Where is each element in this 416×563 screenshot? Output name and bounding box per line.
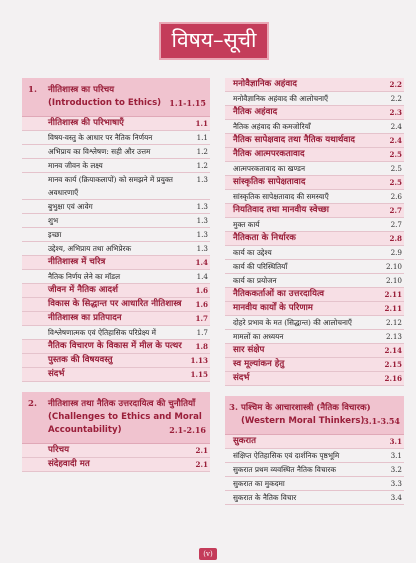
- chapter-2-entries-continued: [225, 78, 404, 386]
- toc-entry-title: विषय-वस्तु के आधार पर नैतिक निर्णयन: [48, 133, 153, 142]
- toc-entry: [225, 148, 404, 162]
- toc-entry-page: 3.3: [390, 479, 402, 488]
- toc-entry-title: नैतिक अहंवाद: [233, 107, 278, 117]
- toc-entry-title: नैतिककर्ताओं का उत्तरदायित्व: [233, 289, 325, 299]
- page-number: (v): [199, 548, 217, 560]
- chapter-number: 1.: [28, 85, 37, 95]
- toc-entry-title: नैतिकता के निर्धारक: [233, 233, 296, 243]
- chapter-3-entries: [225, 435, 404, 505]
- toc-entry: [225, 176, 404, 190]
- toc-entry: [22, 256, 210, 270]
- toc-entry-title: दोहरे प्रभाव के मत (सिद्धान्त) की आलोचनाएँ: [233, 318, 352, 327]
- toc-entry-title: नियतिवाद तथा मानवीय स्वेच्छा: [233, 205, 329, 215]
- toc-entry: [225, 344, 404, 358]
- toc-entry-page: 1.7: [196, 328, 208, 337]
- toc-entry-page: 2.15: [384, 360, 402, 369]
- toc-entry-title: मानव जीवन के लक्ष्य: [48, 161, 103, 170]
- toc-entry-page: 3.2: [390, 465, 402, 474]
- toc-entry: [225, 302, 404, 316]
- toc-entry-title: कार्य का उद्देश्य: [233, 248, 272, 257]
- toc-entry-page: 1.6: [195, 300, 208, 309]
- toc-entry-title: मानव कार्य (क्रियाकलापों) को समझने में प्रयुक्त अवधारणाएँ: [48, 175, 173, 197]
- toc-entry-title: अभिप्राय का विश्लेषण: सही और उत्तम: [48, 147, 151, 156]
- page-title: विषय–सूची: [159, 22, 269, 60]
- toc-entry-page: 2.7: [390, 220, 402, 229]
- chapter-title: नीतिशास्त्र तथा नैतिक उत्तरदायित्व की चुनौतियाँ: [48, 399, 196, 409]
- toc-entry-page: 2.7: [389, 206, 402, 215]
- toc-entry-page: 2.5: [389, 178, 402, 187]
- toc-entry-page: 1.3: [196, 244, 208, 253]
- toc-entry-page: 1.13: [190, 356, 208, 365]
- toc-entry-page: 2.1: [195, 460, 208, 469]
- toc-entry-title: नैतिक निर्णय लेने का मॉडल: [48, 272, 121, 281]
- toc-entry-page: 1.7: [195, 314, 208, 323]
- toc-entry-page: 2.4: [390, 122, 402, 131]
- toc-entry: [22, 242, 210, 256]
- toc-entry-page: 2.13: [385, 332, 402, 341]
- toc-entry-title: सुकरात प्रथम व्यवस्थित नैतिक विचारक: [233, 465, 336, 474]
- toc-entry-page: 1.1: [196, 133, 208, 142]
- toc-entry-page: 1.3: [196, 230, 208, 239]
- toc-entry: [22, 458, 210, 472]
- toc-entry-title: कार्य का प्रयोजन: [233, 276, 277, 285]
- toc-entry-page: 2.11: [384, 304, 402, 313]
- chapter-2-heading: [22, 392, 210, 444]
- toc-entry: [22, 145, 210, 159]
- toc-entry-title: मुक्त कार्य: [233, 220, 260, 229]
- toc-entry-page: 3.1: [390, 451, 402, 460]
- toc-entry: [22, 368, 210, 382]
- toc-entry-title: संदर्भ: [48, 369, 65, 379]
- toc-entry: [225, 218, 404, 232]
- toc-entry: [225, 491, 404, 505]
- toc-entry-title: मनोवैज्ञानिक अहंवाद की आलोचनाएँ: [233, 94, 329, 103]
- toc-entry-title: उद्देश्य, अभिप्राय तथा अभिप्रेरक: [48, 244, 132, 253]
- toc-entry-title: सुकरात: [233, 436, 257, 446]
- toc-entry-title: संक्षिप्त ऐतिहासिक एवं दार्शनिक पृष्ठभूमि: [233, 451, 340, 460]
- toc-entry: [225, 204, 404, 218]
- chapter-title: पश्चिम के आचारशास्त्री (नैतिक विचारक): [241, 403, 371, 413]
- toc-entry: [225, 477, 404, 491]
- toc-entry-title: बुभुक्षा एवं आवेग: [48, 202, 93, 211]
- chapter-number: 3.: [229, 403, 238, 413]
- toc-entry: [225, 190, 404, 204]
- toc-entry-page: 2.4: [389, 136, 402, 145]
- toc-entry: [225, 92, 404, 106]
- toc-entry-page: 1.3: [196, 216, 208, 225]
- toc-entry-page: 2.14: [384, 346, 402, 355]
- toc-entry: [225, 288, 404, 302]
- toc-entry: [225, 435, 404, 449]
- chapter-1-heading: [22, 78, 210, 117]
- toc-entry: [22, 298, 210, 312]
- toc-entry-title: परिचय: [48, 445, 70, 455]
- toc-entry-page: 1.15: [190, 370, 208, 379]
- toc-entry: [22, 312, 210, 326]
- toc-entry-page: 2.5: [390, 164, 402, 173]
- toc-entry-title: विश्लेषणात्मक एवं ऐतिहासिक परिप्रेक्ष्य में: [48, 328, 156, 337]
- toc-entry: [225, 330, 404, 344]
- toc-entry: [225, 120, 404, 134]
- toc-entry-page: 1.3: [196, 175, 208, 184]
- chapter-3-heading: [225, 396, 404, 435]
- toc-entry-title: नीतिशास्त्र का प्रतिपादन: [48, 313, 122, 323]
- toc-entry: [22, 444, 210, 458]
- toc-entry: [225, 358, 404, 372]
- toc-entry: [225, 316, 404, 330]
- toc-entry-page: 2.10: [385, 262, 402, 271]
- toc-entry-page: 2.10: [385, 276, 402, 285]
- toc-entry-page: 1.1: [195, 119, 208, 128]
- toc-entry: [225, 372, 404, 386]
- chapter-1-entries: [22, 117, 210, 382]
- left-column: [22, 78, 210, 472]
- toc-entry-title: संदेहवादी मत: [48, 459, 90, 469]
- toc-entry: [22, 117, 210, 131]
- toc-entry-page: 2.2: [389, 80, 402, 89]
- toc-entry-title: सुकरात का मुकदमा: [233, 479, 285, 488]
- toc-entry-title: स्व मूल्यांकन हेतु: [233, 359, 285, 369]
- toc-entry: [22, 200, 210, 214]
- chapter-title: नीतिशास्त्र का परिचय: [48, 85, 115, 95]
- toc-entry-title: नीतिशास्त्र में चरित्र: [48, 257, 106, 267]
- toc-entry-title: मानवीय कार्यों के परिणाम: [233, 303, 313, 313]
- toc-entry-title: नीतिशास्त्र की परिभाषाएँ: [48, 118, 124, 128]
- toc-entry-page: 2.11: [384, 290, 402, 299]
- toc-entry-title: सांस्कृतिक सापेक्षतावाद: [233, 177, 306, 187]
- toc-entry-page: 2.9: [390, 248, 402, 257]
- toc-entry-page: 1.6: [195, 286, 208, 295]
- toc-entry: [22, 131, 210, 145]
- chapter-pages: 1.1-1.15: [169, 98, 206, 108]
- toc-entry-title: जीवन में नैतिक आदर्श: [48, 285, 118, 295]
- toc-entry: [22, 173, 210, 200]
- toc-entry: [225, 463, 404, 477]
- toc-entry-title: नैतिक अहंवाद की कमजोरियाँ: [233, 122, 311, 131]
- toc-entry-title: मनोवैज्ञानिक अहंवाद: [233, 79, 297, 89]
- toc-entry-page: 3.1: [389, 437, 402, 446]
- toc-entry-title: सुकरात के नैतिक विचार: [233, 493, 297, 502]
- toc-entry: [225, 449, 404, 463]
- toc-entry: [225, 134, 404, 148]
- toc-entry-page: 2.3: [389, 108, 402, 117]
- toc-entry-page: 1.2: [196, 161, 208, 170]
- toc-entry-title: पुस्तक की विषयवस्तु: [48, 355, 113, 365]
- toc-entry: [22, 354, 210, 368]
- toc-entry: [22, 340, 210, 354]
- toc-entry-title: सार संक्षेप: [233, 345, 265, 355]
- chapter-title-english: (Introduction to Ethics): [48, 98, 162, 108]
- toc-entry-title: सांस्कृतिक सापेक्षतावाद की समस्याएँ: [233, 192, 329, 201]
- toc-entry-title: विकास के सिद्धान्त पर आधारित नीतिशास्त्र: [48, 299, 182, 309]
- toc-entry-page: 1.8: [195, 342, 208, 351]
- chapter-pages: 3.1-3.54: [363, 416, 400, 426]
- toc-entry-page: 1.4: [195, 258, 208, 267]
- toc-entry-page: 2.2: [390, 94, 402, 103]
- toc-entry-page: 2.1: [195, 446, 208, 455]
- toc-entry: [22, 284, 210, 298]
- toc-entry: [225, 246, 404, 260]
- toc-entry: [22, 214, 210, 228]
- toc-entry: [225, 78, 404, 92]
- toc-entry: [225, 274, 404, 288]
- toc-entry-page: 1.3: [196, 202, 208, 211]
- chapter-number: 2.: [28, 399, 37, 409]
- toc-entry: [22, 270, 210, 284]
- toc-entry: [22, 159, 210, 173]
- chapter-2-entries: [22, 444, 210, 472]
- toc-entry-title: नैतिक आत्मपरकतावाद: [233, 149, 305, 159]
- toc-entry-page: 3.4: [390, 493, 402, 502]
- toc-entry-title: नैतिक विचारण के विकास में मील के पत्थर: [48, 341, 182, 351]
- toc-entry: [22, 228, 210, 242]
- toc-entry: [225, 162, 404, 176]
- chapter-pages: 2.1-2.16: [169, 425, 206, 435]
- toc-entry-page: 1.4: [196, 272, 208, 281]
- toc-entry: [225, 106, 404, 120]
- toc-entry: [225, 260, 404, 274]
- chapter-title-english: (Western Moral Thinkers): [241, 416, 365, 426]
- toc-entry: [225, 232, 404, 246]
- toc-entry-title: मामलों का अध्ययन: [233, 332, 284, 341]
- right-column: [225, 78, 404, 505]
- toc-entry-title: आत्मपरकतावाद का खण्डन: [233, 164, 305, 173]
- toc-entry-title: कार्य की परिस्थितियाँ: [233, 262, 288, 271]
- toc-entry: [22, 326, 210, 340]
- chapter-title-english: (Challenges to Ethics and Moral Accountability): [48, 412, 202, 435]
- toc-entry-title: नैतिक सापेक्षवाद तथा नैतिक यथार्थवाद: [233, 135, 355, 145]
- toc-entry-title: इच्छा: [48, 230, 62, 239]
- toc-entry-page: 2.8: [389, 234, 402, 243]
- toc-entry-title: शुभ: [48, 216, 59, 225]
- toc-entry-page: 2.12: [385, 318, 402, 327]
- toc-entry-page: 2.5: [389, 150, 402, 159]
- toc-entry-page: 1.2: [196, 147, 208, 156]
- toc-entry-title: संदर्भ: [233, 373, 250, 383]
- toc-entry-page: 2.6: [390, 192, 402, 201]
- toc-entry-page: 2.16: [384, 374, 402, 383]
